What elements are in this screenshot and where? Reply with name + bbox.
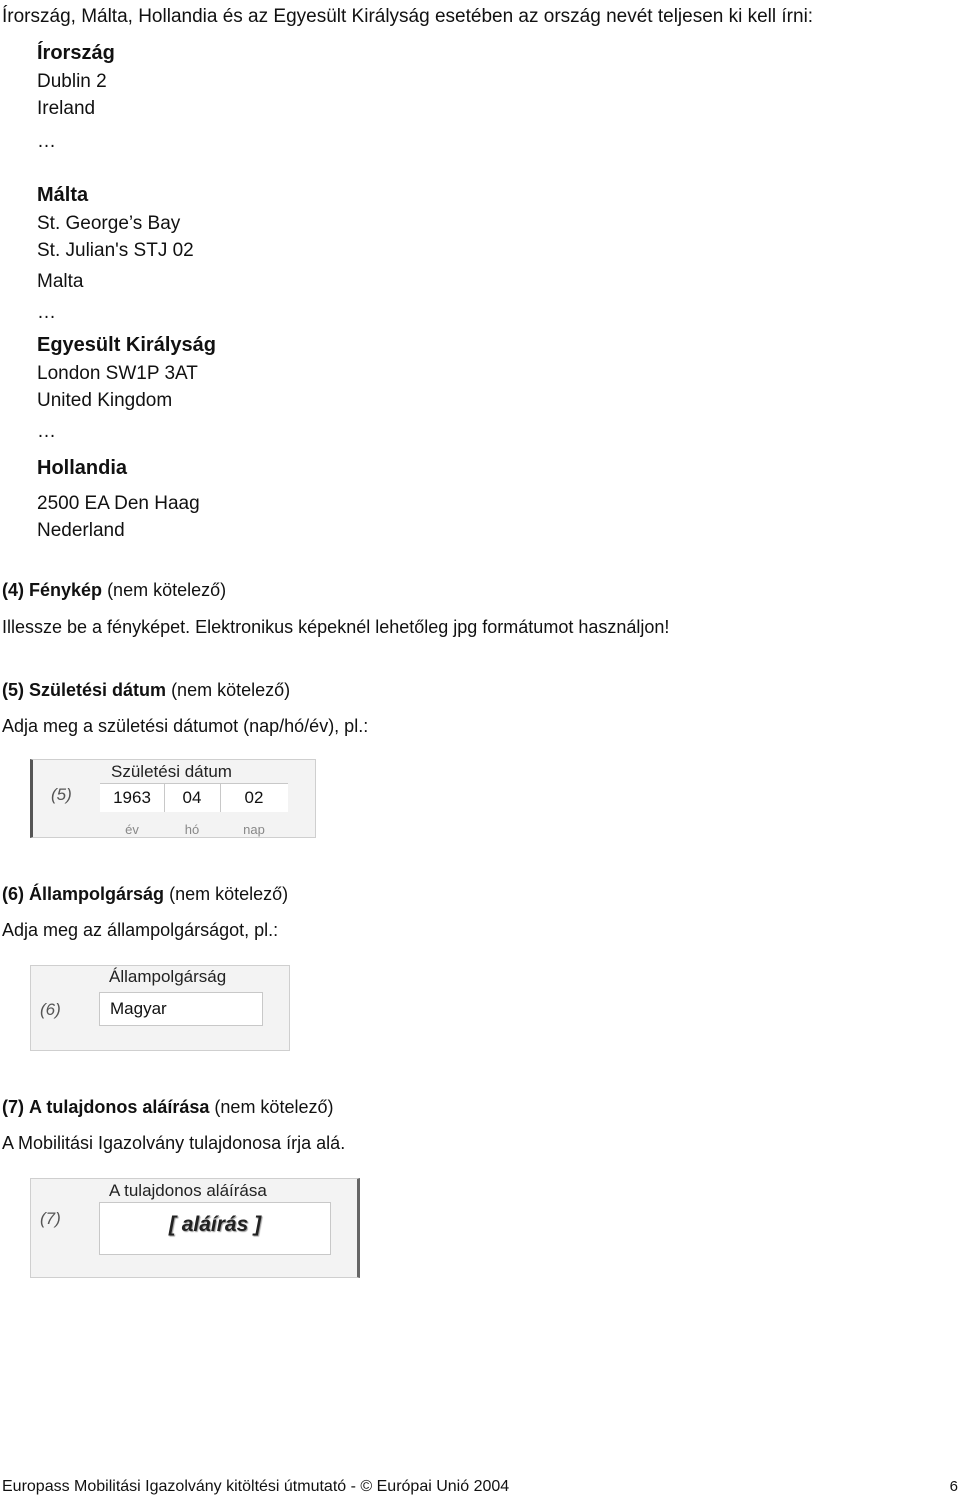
birth-day-field[interactable]: 02 [244, 788, 264, 807]
citizenship-value: Magyar [110, 999, 167, 1018]
country-title-nl: Hollandia [37, 457, 128, 479]
box-number: (7) [40, 1209, 61, 1228]
caption-day: nap [243, 822, 265, 837]
signature-example-box [30, 1178, 360, 1278]
page-number: 6 [949, 1478, 958, 1495]
section-number: (4) [2, 580, 24, 600]
address-line: St. George’s Bay [37, 213, 181, 234]
address-line: Nederland [37, 520, 125, 541]
section-5-text: Adja meg a születési dátumot (nap/hó/év), pl.: [2, 716, 369, 736]
footer-text: Europass Mobilitási Igazolvány kitöltési útmutató - © Európai Unió 2004 [2, 1478, 510, 1495]
section-6-heading [2, 884, 288, 905]
address-nl [37, 453, 200, 544]
section-optional: (nem kötelező) [171, 680, 291, 700]
section-title: Születési dátum [29, 680, 167, 700]
address-uk [37, 330, 216, 445]
caption-month: hó [184, 822, 200, 837]
address-malta [37, 180, 194, 326]
box-number: (5) [51, 785, 72, 804]
ellipsis: … [37, 302, 56, 323]
citizenship-example-box [30, 965, 290, 1051]
section-7-heading [2, 1097, 333, 1118]
section-number: (7) [2, 1097, 24, 1117]
birthdate-label: Születési dátum [111, 762, 232, 781]
intro-text: Írország, Málta, Hollandia és az Egyesült Királyság esetében az ország nevét teljesen ki kell írni: [2, 6, 814, 27]
section-title: A tulajdonos aláírása [29, 1097, 210, 1117]
citizenship-label: Állampolgárság [109, 967, 227, 986]
signature-field[interactable] [99, 1202, 331, 1255]
section-optional: (nem kötelező) [214, 1097, 334, 1117]
address-line: Dublin 2 [37, 71, 107, 92]
country-title-ireland: Írország [37, 42, 115, 64]
section-4-heading [2, 580, 226, 601]
section-number: (5) [2, 680, 24, 700]
section-6-text: Adja meg az állampolgárságot, pl.: [2, 920, 279, 940]
birthdate-example-box [30, 759, 316, 838]
section-title: Állampolgárság [29, 884, 165, 904]
address-line: St. Julian's STJ 02 [37, 240, 194, 261]
ellipsis: … [37, 421, 56, 442]
address-ireland [37, 38, 115, 155]
birth-year-field[interactable]: 1963 [113, 788, 151, 807]
country-title-malta: Málta [37, 184, 89, 206]
section-number: (6) [2, 884, 24, 904]
address-line: 2500 EA Den Haag [37, 493, 200, 514]
citizenship-field[interactable] [99, 992, 263, 1026]
section-4-text: Illessze be a fényképet. Elektronikus képeknél lehetőleg jpg formátumot használjon! [2, 617, 670, 637]
birth-month-field[interactable]: 04 [182, 788, 202, 807]
section-5-heading [2, 680, 290, 701]
caption-year: év [125, 822, 139, 837]
address-line: London SW1P 3AT [37, 363, 198, 384]
box-number: (6) [40, 1000, 61, 1019]
ellipsis: … [37, 131, 56, 152]
country-title-uk: Egyesült Királyság [37, 334, 216, 356]
address-line: Ireland [37, 98, 96, 119]
section-title: Fénykép [29, 580, 103, 600]
signature-label: A tulajdonos aláírása [109, 1181, 267, 1200]
section-optional: (nem kötelező) [107, 580, 227, 600]
address-line: Malta [37, 271, 84, 292]
address-line: United Kingdom [37, 390, 173, 411]
signature-placeholder: [ aláírás ] [168, 1213, 262, 1236]
section-optional: (nem kötelező) [169, 884, 289, 904]
section-7-text: A Mobilitási Igazolvány tulajdonosa írja alá. [2, 1133, 346, 1153]
birthdate-fields [100, 783, 288, 812]
